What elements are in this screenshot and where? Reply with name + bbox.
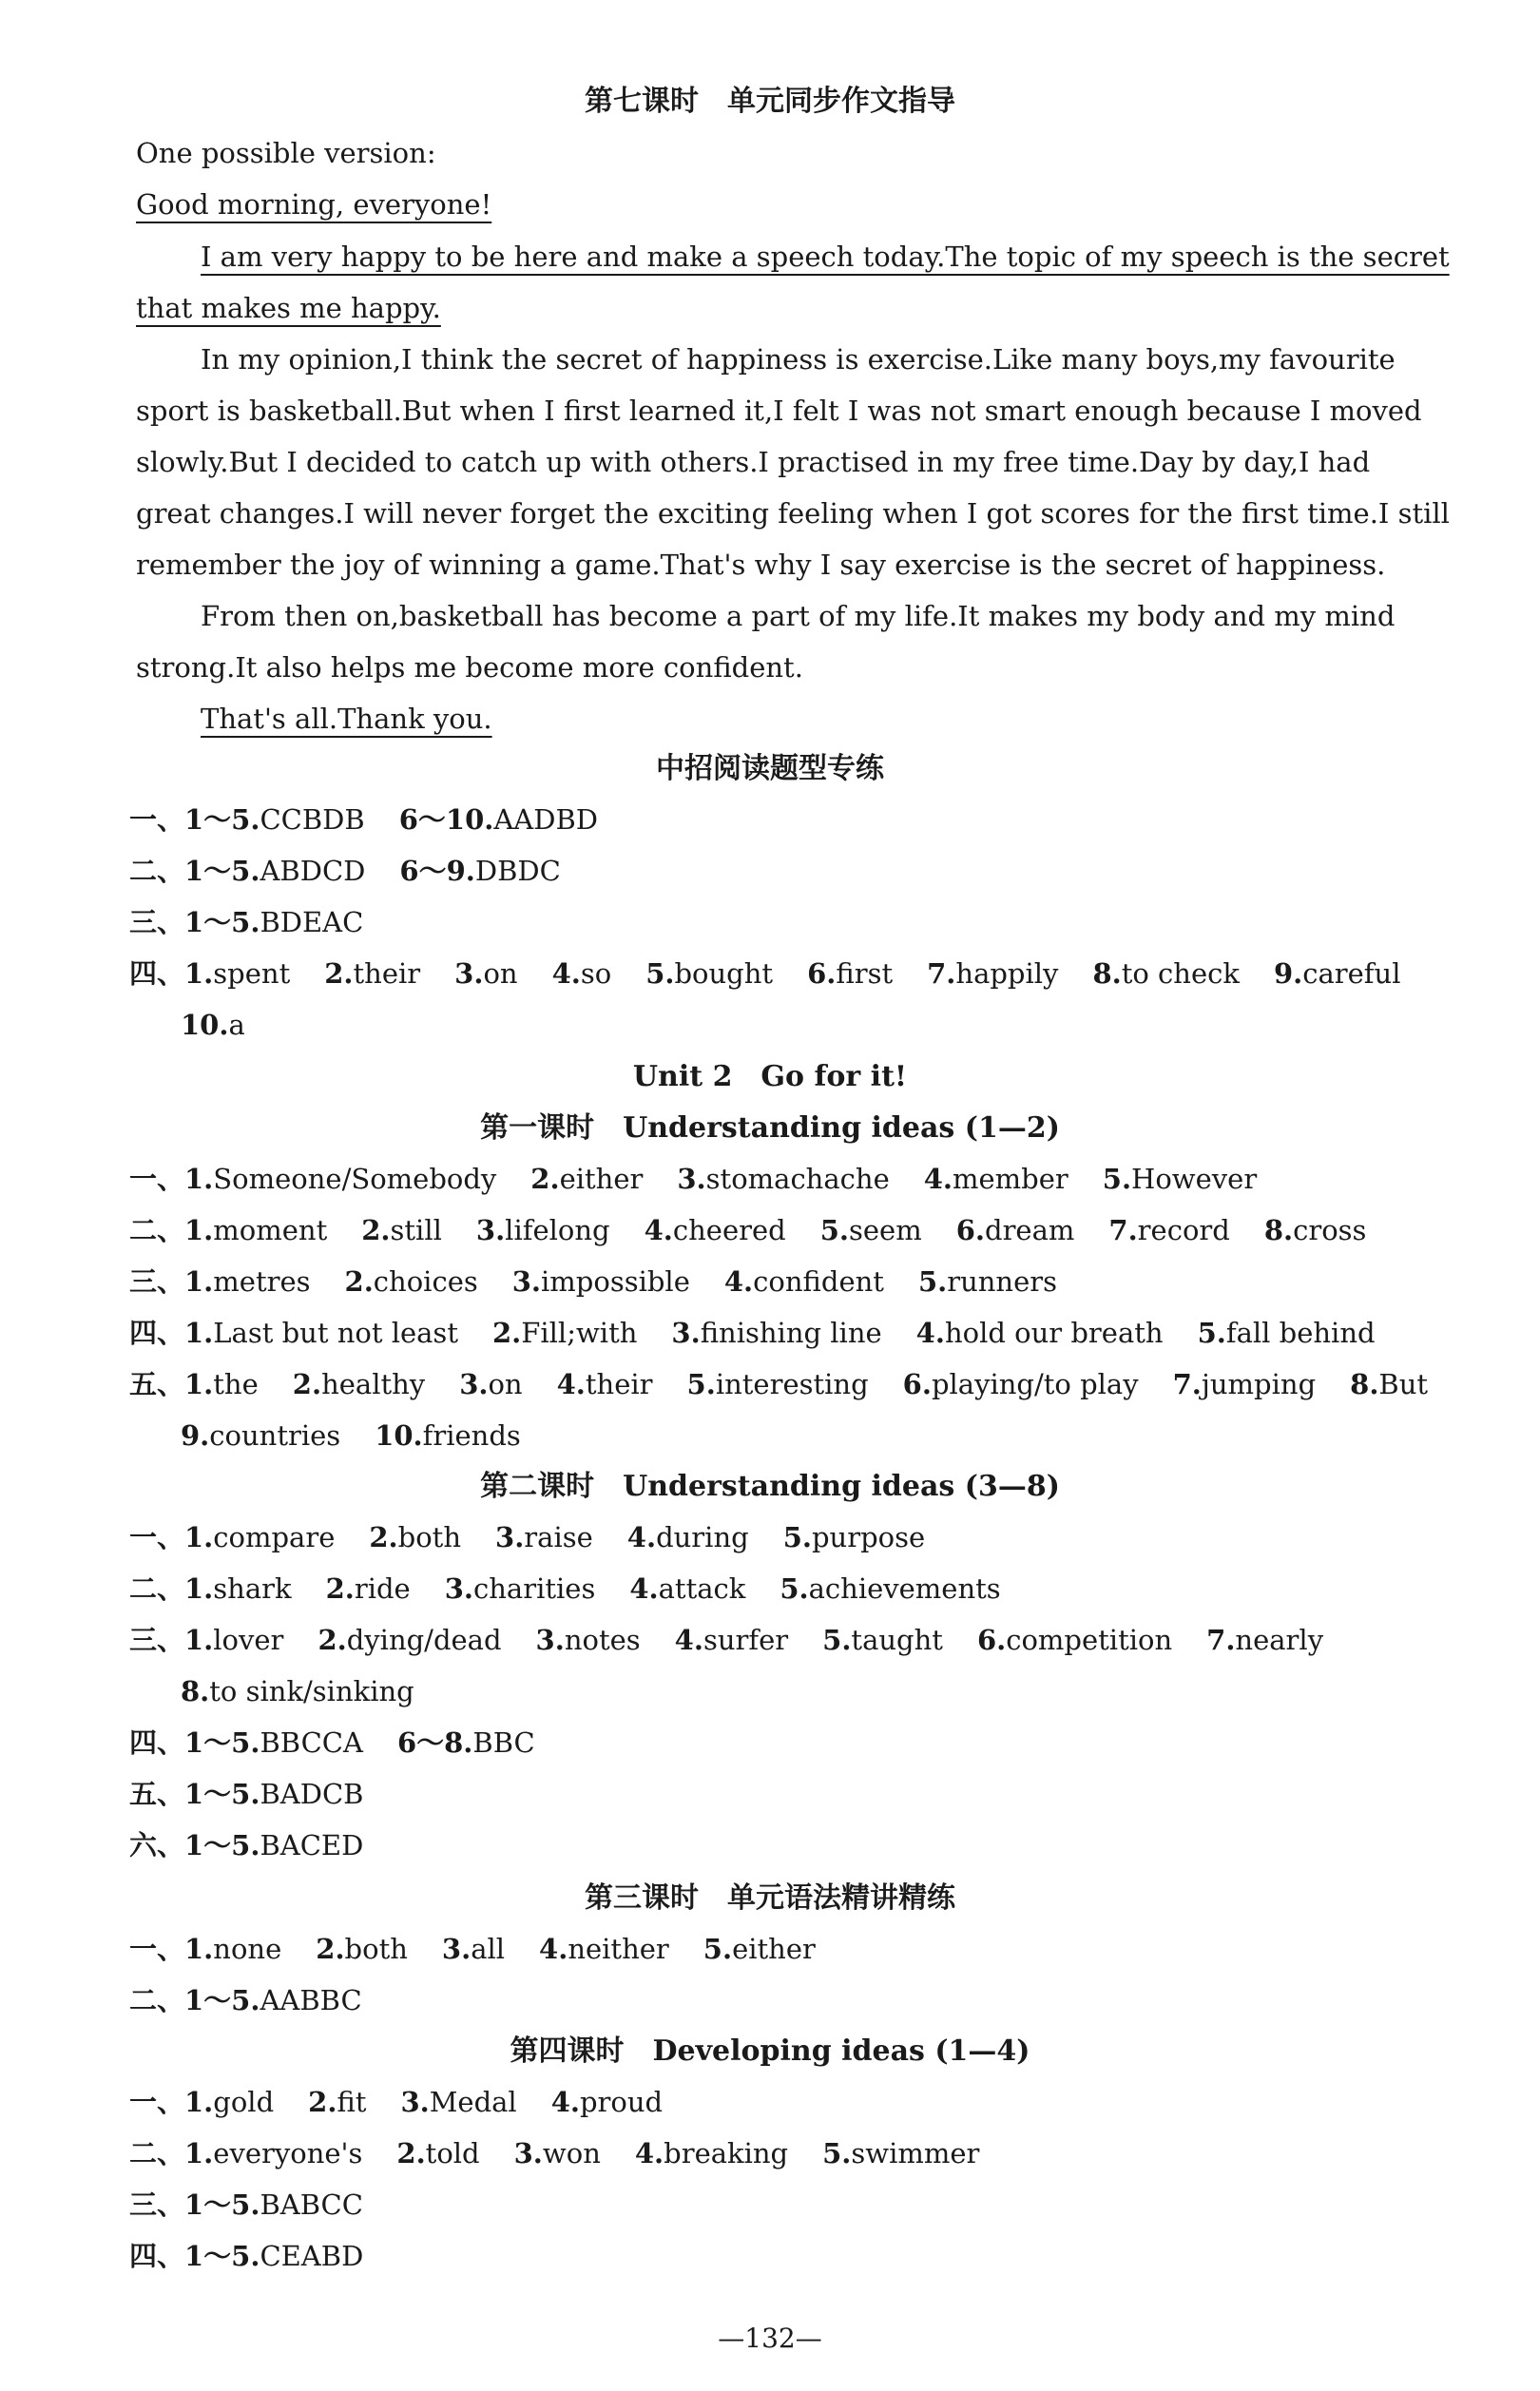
- essay-p2-line2: sport is basketball.But when I first learned it,I felt I was not smart enough because I moved: [136, 395, 1422, 427]
- heading-lesson-7: 第七课时 单元同步作文指导: [585, 85, 955, 118]
- answer-text: healthy: [321, 1368, 426, 1400]
- answer-number: 3.: [671, 1317, 701, 1349]
- answer-text: both: [397, 1521, 462, 1553]
- answer-text: interesting: [715, 1368, 869, 1400]
- answer-text: raise: [524, 1521, 593, 1553]
- answer-number: 三、1～5.: [129, 906, 260, 938]
- answer-number: 5.: [822, 1624, 852, 1656]
- answer-number: 4.: [539, 1933, 568, 1965]
- answer-number: 四、1～5.: [129, 1726, 260, 1759]
- answer-text: taught: [851, 1624, 943, 1656]
- answer-text: attack: [658, 1572, 746, 1605]
- answer-text: gold: [213, 2086, 275, 2118]
- answer-number: 2.: [530, 1163, 560, 1195]
- answer-number: 4.: [626, 1521, 657, 1553]
- answer-text: all: [471, 1933, 506, 1965]
- answer-number: 三、1～5.: [129, 2189, 260, 2221]
- answer-number: 2.: [369, 1521, 398, 1553]
- answer-row: [129, 1621, 1323, 1659]
- answer-number: 8.: [1092, 957, 1122, 990]
- answer-text: a: [228, 1009, 245, 1041]
- answer-text: CCBDB: [260, 803, 365, 836]
- answer-number: 8.: [181, 1675, 210, 1707]
- answer-number: 4.: [556, 1368, 586, 1400]
- answer-number: 二、1.: [129, 2137, 214, 2169]
- answer-number: 9.: [181, 1419, 210, 1452]
- answer-text: But: [1378, 1368, 1429, 1400]
- answer-text: moment: [213, 1214, 328, 1246]
- answer-text: Fill;with: [521, 1317, 638, 1349]
- answer-number: 5.: [1197, 1317, 1226, 1349]
- answer-text: cheered: [672, 1214, 786, 1246]
- answer-number: 4.: [644, 1214, 673, 1246]
- answer-text: hold our breath: [944, 1317, 1164, 1349]
- answer-number: 4.: [551, 957, 581, 990]
- essay-p3-line1: From then on,basketball has become a part of my life.It makes my body and my mind: [201, 600, 1396, 632]
- answer-text: either: [559, 1163, 644, 1195]
- answer-text: still: [390, 1214, 442, 1246]
- answer-row: [129, 1775, 363, 1813]
- answer-text: competition: [1006, 1624, 1173, 1656]
- answer-number: 5.: [1102, 1163, 1132, 1195]
- answer-number: 5.: [782, 1521, 812, 1553]
- answer-number: 2.: [325, 1572, 355, 1605]
- answer-text: DBDC: [474, 855, 561, 887]
- answer-number: 5.: [686, 1368, 716, 1400]
- answer-text: BADCB: [260, 1778, 364, 1810]
- answer-text: countries: [209, 1419, 341, 1452]
- answer-number: 4.: [915, 1317, 945, 1349]
- answer-row: [181, 1672, 414, 1710]
- answer-number: 8.: [1350, 1368, 1379, 1400]
- essay-p3-line2: strong.It also helps me become more confident.: [136, 651, 803, 684]
- answer-number: 2.: [324, 957, 354, 990]
- answer-text: notes: [564, 1624, 641, 1656]
- answer-text: Someone/Somebody: [213, 1163, 497, 1195]
- answer-row: [181, 1417, 521, 1455]
- answer-text: friends: [422, 1419, 521, 1452]
- answer-row: [129, 852, 561, 890]
- answer-text: swimmer: [851, 2137, 980, 2169]
- answer-number: 7.: [1206, 1624, 1236, 1656]
- answer-row: [129, 800, 598, 839]
- answer-text: to check: [1121, 957, 1240, 990]
- answer-number: 5.: [917, 1265, 948, 1298]
- answer-row: [129, 1724, 535, 1762]
- essay-p2-line5: remember the joy of winning a game.That's why I say exercise is the secret of happiness.: [136, 549, 1386, 581]
- answer-number: 3.: [454, 957, 484, 990]
- answer-row: [129, 1365, 1428, 1403]
- answer-text: Last but not least: [213, 1317, 458, 1349]
- heading-lesson-3: 第三课时 单元语法精讲精练: [585, 1881, 955, 1915]
- answer-number: 6～8.: [396, 1726, 473, 1759]
- answer-text: first: [836, 957, 894, 990]
- answer-number: 3.: [535, 1624, 565, 1656]
- answer-number: 6～9.: [399, 855, 475, 887]
- answer-number: 三、1.: [129, 1265, 214, 1298]
- answer-number: 四、1～5.: [129, 2240, 260, 2272]
- answer-number: 3.: [400, 2086, 430, 2118]
- answer-text: stomachache: [705, 1163, 890, 1195]
- answer-number: 六、1～5.: [129, 1829, 260, 1861]
- answer-number: 5.: [822, 2137, 852, 2169]
- answer-row: [129, 1263, 1057, 1301]
- essay-greeting: Good morning, everyone!: [136, 188, 492, 221]
- answer-row: [129, 1930, 816, 1968]
- answer-text: either: [732, 1933, 816, 1965]
- answer-number: 5.: [819, 1214, 849, 1246]
- answer-number: 4.: [634, 2137, 664, 2169]
- answer-text: charities: [473, 1572, 596, 1605]
- answer-text: purpose: [811, 1521, 926, 1553]
- answer-text: told: [425, 2137, 480, 2169]
- answer-text: However: [1131, 1163, 1258, 1195]
- answer-text: neither: [568, 1933, 669, 1965]
- answer-number: 一、1.: [129, 1163, 214, 1195]
- heading-lesson-2: 第二课时 Understanding ideas (3—8): [480, 1470, 1060, 1503]
- answer-text: AADBD: [493, 803, 599, 836]
- answer-number: 五、1～5.: [129, 1778, 260, 1810]
- answer-row: [129, 2083, 663, 2121]
- answer-text: won: [542, 2137, 601, 2169]
- answer-number: 3.: [459, 1368, 489, 1400]
- answer-text: happily: [955, 957, 1059, 990]
- answer-text: BABCC: [260, 2189, 363, 2221]
- answer-text: achievements: [808, 1572, 1001, 1605]
- answer-text: breaking: [664, 2137, 789, 2169]
- answer-number: 5.: [780, 1572, 809, 1605]
- answer-number: 3.: [444, 1572, 474, 1605]
- answer-text: confident: [753, 1265, 884, 1298]
- answer-number: 2.: [318, 1624, 347, 1656]
- answer-number: 一、1～5.: [129, 803, 260, 836]
- answer-number: 2.: [316, 1933, 345, 1965]
- answer-text: on: [488, 1368, 523, 1400]
- answer-text: surfer: [703, 1624, 789, 1656]
- essay-p2-line4: great changes.I will never forget the exciting feeling when I got scores for the first time.I still: [136, 497, 1450, 530]
- answer-text: spent: [213, 957, 291, 990]
- answer-text: lifelong: [505, 1214, 610, 1246]
- answer-number: 2.: [292, 1368, 322, 1400]
- answer-number: 4.: [629, 1572, 659, 1605]
- answer-text: proud: [579, 2086, 664, 2118]
- answer-number: 7.: [1172, 1368, 1202, 1400]
- answer-number: 2.: [308, 2086, 337, 2118]
- answer-number: 4.: [723, 1265, 754, 1298]
- answer-text: lover: [213, 1624, 284, 1656]
- answer-number: 3.: [513, 2137, 543, 2169]
- answer-row: [129, 954, 1400, 993]
- answer-number: 10.: [181, 1009, 229, 1041]
- answer-number: 一、1.: [129, 2086, 214, 2118]
- answer-text: dying/dead: [346, 1624, 502, 1656]
- answer-text: BBCCA: [260, 1726, 363, 1759]
- answer-number: 四、1.: [129, 1317, 214, 1349]
- answer-text: ride: [354, 1572, 411, 1605]
- answer-number: 2.: [361, 1214, 391, 1246]
- heading-unit-2: Unit 2 Go for it!: [632, 1060, 908, 1093]
- answer-text: BACED: [260, 1829, 364, 1861]
- heading-reading-practice: 中招阅读题型专练: [656, 752, 884, 785]
- answer-text: bought: [674, 957, 774, 990]
- answer-text: member: [953, 1163, 1068, 1195]
- answer-text: cross: [1293, 1214, 1367, 1246]
- answer-number: 9.: [1273, 957, 1303, 990]
- answer-row: [129, 2134, 979, 2172]
- answer-number: 3.: [441, 1933, 472, 1965]
- answer-number: 一、1.: [129, 1933, 214, 1965]
- answer-number: 6.: [976, 1624, 1007, 1656]
- answer-text: record: [1137, 1214, 1230, 1246]
- answer-text: dream: [985, 1214, 1075, 1246]
- answer-text: shark: [213, 1572, 292, 1605]
- answer-text: both: [344, 1933, 408, 1965]
- answer-number: 8.: [1263, 1214, 1294, 1246]
- answer-number: 3.: [511, 1265, 542, 1298]
- answer-row: [129, 903, 363, 941]
- answer-row: [129, 1211, 1366, 1249]
- answer-text: jumping: [1201, 1368, 1317, 1400]
- answer-row: [129, 1518, 925, 1556]
- essay-closing: That's all.Thank you.: [201, 703, 492, 735]
- answer-number: 三、1.: [129, 1624, 214, 1656]
- answer-number: 3.: [495, 1521, 525, 1553]
- answer-number: 4.: [550, 2086, 580, 2118]
- answer-row: [181, 1006, 245, 1044]
- answer-text: finishing line: [700, 1317, 882, 1349]
- answer-text: on: [483, 957, 518, 990]
- answer-number: 二、1.: [129, 1572, 214, 1605]
- answer-number: 2.: [344, 1265, 374, 1298]
- essay-p2-line1: In my opinion,I think the secret of happiness is exercise.Like many boys,my favourite: [201, 343, 1396, 376]
- answer-row: [129, 1981, 362, 2019]
- answer-number: 10.: [375, 1419, 423, 1452]
- essay-p2-line3: slowly.But I decided to catch up with others.I practised in my free time.Day by day,I had: [136, 446, 1371, 478]
- answer-number: 二、1.: [129, 1214, 214, 1246]
- answer-text: during: [656, 1521, 749, 1553]
- answer-text: BBC: [472, 1726, 535, 1759]
- answer-text: fall behind: [1225, 1317, 1376, 1349]
- answer-number: 五、1.: [129, 1368, 214, 1400]
- answer-text: playing/to play: [931, 1368, 1139, 1400]
- answer-number: 7.: [927, 957, 956, 990]
- answer-text: the: [213, 1368, 259, 1400]
- answer-number: 一、1.: [129, 1521, 214, 1553]
- answer-text: impossible: [541, 1265, 690, 1298]
- answer-row: [129, 1314, 1376, 1352]
- answer-number: 7.: [1108, 1214, 1138, 1246]
- answer-text: ABDCD: [260, 855, 366, 887]
- answer-row: [129, 2186, 363, 2224]
- answer-text: runners: [947, 1265, 1058, 1298]
- answer-number: 5.: [645, 957, 675, 990]
- answer-number: 二、1～5.: [129, 1984, 260, 2016]
- answer-row: [129, 1826, 363, 1864]
- answer-number: 6.: [955, 1214, 985, 1246]
- answer-text: BDEAC: [260, 906, 364, 938]
- answer-number: 2.: [396, 2137, 426, 2169]
- answer-text: AABBC: [260, 1984, 362, 2016]
- answer-text: metres: [213, 1265, 311, 1298]
- answer-row: [129, 1160, 1257, 1198]
- answer-text: none: [213, 1933, 282, 1965]
- answer-number: 四、1.: [129, 957, 214, 990]
- answer-row: [129, 2237, 363, 2275]
- answer-number: 4.: [674, 1624, 703, 1656]
- answer-text: their: [585, 1368, 653, 1400]
- answer-text: CEABD: [260, 2240, 364, 2272]
- essay-p1-line1: I am very happy to be here and make a speech today.The topic of my speech is the secret: [201, 241, 1450, 273]
- essay-p1-line2: that makes me happy.: [136, 292, 441, 324]
- answer-text: to sink/sinking: [209, 1675, 414, 1707]
- answer-number: 二、1～5.: [129, 855, 260, 887]
- answer-text: fit: [337, 2086, 367, 2118]
- answer-number: 5.: [703, 1933, 733, 1965]
- page-number: —132—: [718, 2323, 822, 2354]
- answer-text: nearly: [1235, 1624, 1324, 1656]
- heading-lesson-4: 第四课时 Developing ideas (1—4): [510, 2034, 1030, 2068]
- answer-text: their: [353, 957, 421, 990]
- answer-number: 2.: [491, 1317, 522, 1349]
- answer-text: everyone's: [213, 2137, 363, 2169]
- answer-text: choices: [373, 1265, 478, 1298]
- answer-text: seem: [849, 1214, 922, 1246]
- answer-number: 6.: [807, 957, 837, 990]
- answer-number: 6～10.: [398, 803, 494, 836]
- answer-text: so: [580, 957, 612, 990]
- answer-number: 6.: [902, 1368, 932, 1400]
- answer-number: 3.: [677, 1163, 706, 1195]
- heading-lesson-1: 第一课时 Understanding ideas (1—2): [480, 1111, 1060, 1145]
- answer-row: [129, 1570, 1001, 1608]
- essay-intro: One possible version:: [136, 137, 436, 169]
- answer-text: careful: [1302, 957, 1401, 990]
- answer-number: 4.: [923, 1163, 953, 1195]
- answer-number: 3.: [475, 1214, 506, 1246]
- answer-text: Medal: [429, 2086, 517, 2118]
- answer-text: compare: [213, 1521, 336, 1553]
